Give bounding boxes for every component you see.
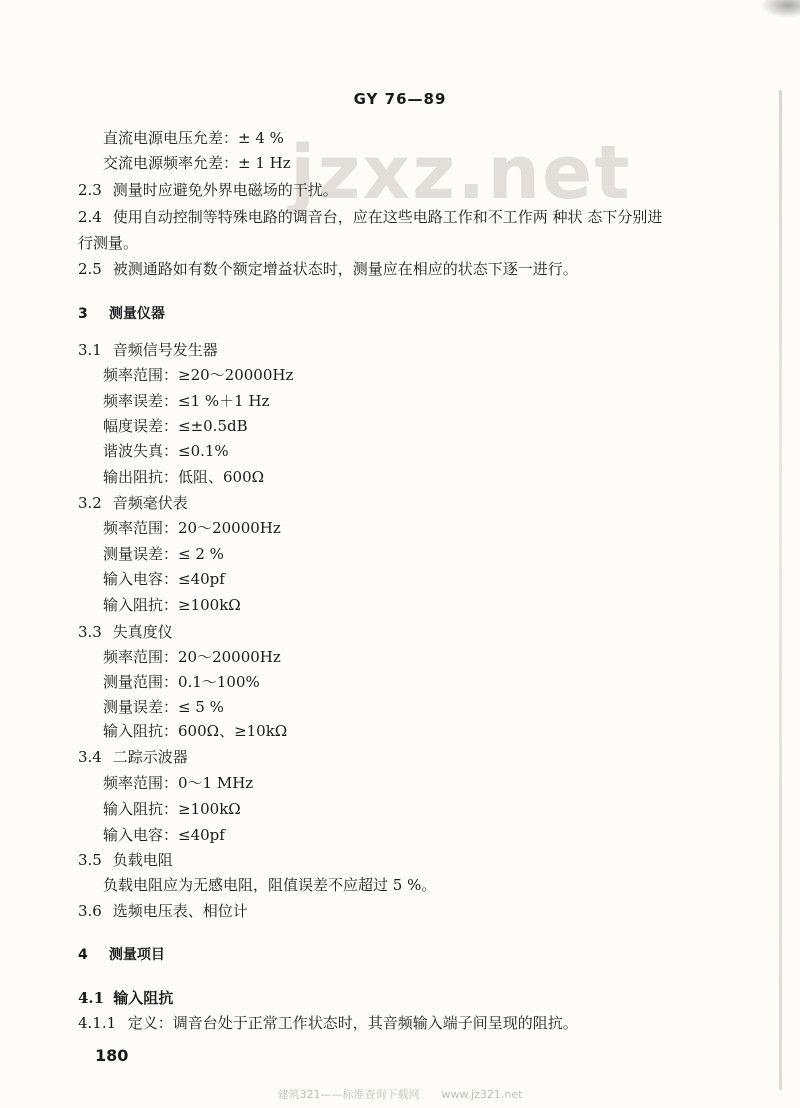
line-text: 输入阻抗：≥100kΩ	[103, 596, 241, 614]
page-number: 180	[95, 1046, 129, 1065]
line-text: 输入电容：≤40pf	[103, 826, 225, 844]
spec-line	[103, 721, 287, 741]
spec-line	[103, 365, 293, 385]
text-line	[103, 128, 284, 148]
spec-line	[103, 518, 281, 538]
clause-number: 3.1	[78, 341, 102, 359]
line-text: 谐波失真：≤0.1%	[103, 442, 229, 460]
line-text: 负载电阻应为无感电阻，阻值误差不应超过 5 %。	[103, 876, 437, 894]
line-text: 使用自动控制等特殊电路的调音台，应在这些电路工作和不工作两 种状 态下分别进	[112, 208, 663, 226]
clause-number: 2.3	[78, 181, 102, 199]
clause-number: 3.6	[78, 902, 102, 920]
spec-line	[103, 647, 281, 667]
line-text: 输入电容：≤40pf	[103, 570, 225, 588]
line-text: 选频电压表、相位计	[112, 902, 248, 920]
line-text: 频率范围：0～1 MHz	[103, 774, 254, 792]
line-text: 幅度误差：≤±0.5dB	[103, 417, 248, 435]
spec-line	[103, 467, 264, 487]
text-line	[78, 233, 138, 253]
spec-line	[103, 799, 241, 819]
line-text: 失真度仪	[112, 623, 173, 641]
section-number: 4	[78, 947, 88, 963]
clause-line	[78, 180, 338, 200]
clause-line	[78, 850, 173, 870]
line-text: 输入阻抗：≥100kΩ	[103, 800, 241, 818]
line-text: 频率范围：≥20～20000Hz	[103, 366, 294, 384]
line-text: 频率范围：20～20000Hz	[103, 519, 281, 537]
clause-number: 4.1.1	[78, 1014, 117, 1032]
text-line	[103, 153, 291, 173]
line-text: 行测量。	[78, 234, 139, 252]
line-text: 输入阻抗	[113, 989, 174, 1007]
clause-line	[78, 207, 662, 227]
line-text: 被测通路如有数个额定增益状态时，测量应在相应的状态下逐一进行。	[112, 260, 578, 278]
clause-line	[78, 901, 248, 921]
section-number: 3	[78, 306, 88, 322]
spec-line	[103, 544, 224, 564]
line-text: 测量范围：0.1～100%	[103, 673, 260, 691]
clause-number: 2.5	[78, 260, 102, 278]
clause-line	[78, 1013, 578, 1033]
section-heading	[78, 304, 165, 324]
spec-line	[103, 697, 224, 717]
clause-number: 3.5	[78, 851, 102, 869]
clause-line	[78, 622, 173, 642]
line-text: 测量误差：≤ 2 %	[103, 545, 224, 563]
spec-line	[103, 416, 248, 436]
section-title: 测量仪器	[108, 306, 165, 322]
section-heading	[78, 945, 165, 965]
spec-line	[103, 441, 229, 461]
spec-line	[103, 672, 260, 692]
clause-line	[78, 259, 578, 279]
spec-line	[103, 391, 269, 411]
clause-number: 3.4	[78, 748, 102, 766]
line-text: 音频毫伏表	[112, 494, 188, 512]
line-text: 频率范围：20～20000Hz	[103, 648, 281, 666]
subsection-heading	[78, 988, 173, 1008]
line-text: 频率误差：≤1 %＋1 Hz	[103, 392, 270, 410]
line-text: 测量误差：≤ 5 %	[103, 698, 224, 716]
spec-line	[103, 875, 436, 895]
spec-line	[103, 773, 253, 793]
line-text: 交流电源频率允差：± 1 Hz	[103, 154, 291, 172]
watermark: jzxz.net	[290, 130, 632, 216]
line-text: 输出阻抗：低阻、600Ω	[103, 468, 265, 486]
spec-line	[103, 569, 225, 589]
spec-line	[103, 595, 241, 615]
clause-number: 4.1	[78, 989, 105, 1007]
scan-corner-mark	[760, 0, 800, 18]
footer-watermark: 建筑321——标准查询下载网 www.jz321.net	[277, 1088, 523, 1101]
section-title: 测量项目	[108, 947, 165, 963]
line-text: 输入阻抗：600Ω、≥10kΩ	[103, 722, 288, 740]
clause-line	[78, 747, 188, 767]
line-text: 负载电阻	[112, 851, 173, 869]
scan-edge-shadow	[779, 90, 782, 1090]
clause-line	[78, 340, 218, 360]
clause-number: 3.3	[78, 623, 102, 641]
line-text: 音频信号发生器	[112, 341, 218, 359]
clause-number: 3.2	[78, 494, 102, 512]
line-text: 二踪示波器	[112, 748, 188, 766]
line-text: 直流电源电压允差：± 4 %	[103, 129, 284, 147]
document-header: GY 76—89	[353, 90, 447, 108]
clause-number: 2.4	[78, 208, 102, 226]
clause-line	[78, 493, 188, 513]
line-text: 测量时应避免外界电磁场的干扰。	[112, 181, 338, 199]
spec-line	[103, 825, 225, 845]
line-text: 定义：调音台处于正常工作状态时，其音频输入端子间呈现的阻抗。	[127, 1014, 578, 1032]
